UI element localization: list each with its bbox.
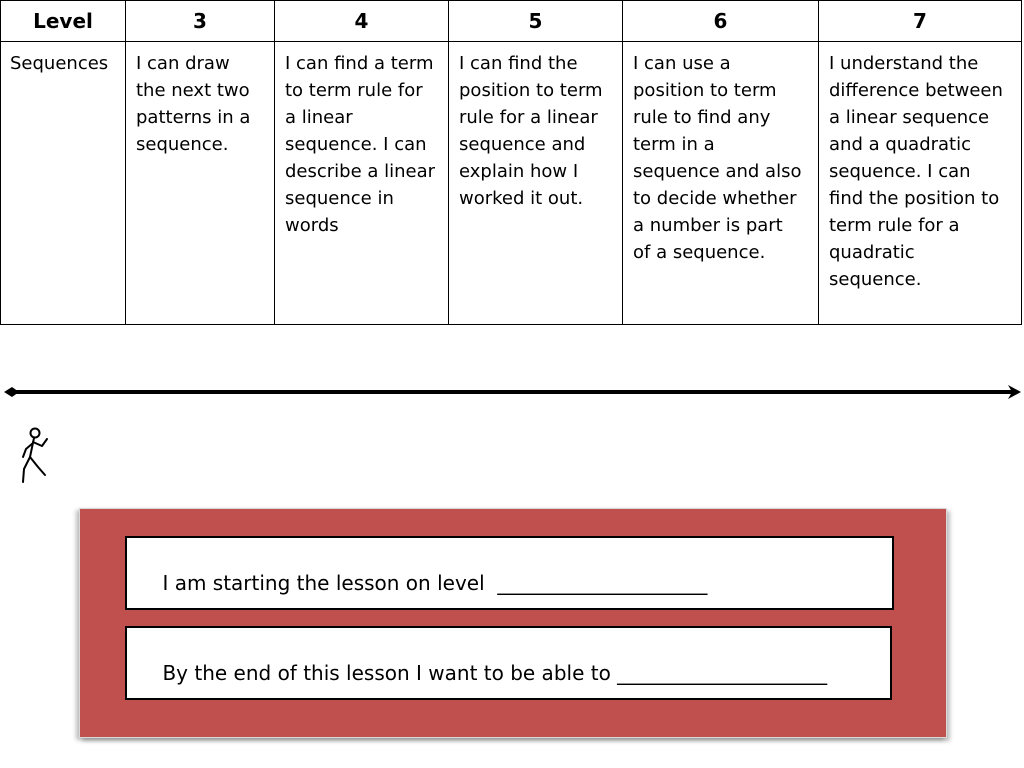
descriptor-level-7: I understand the difference between a linear sequence and a quadratic sequence. I can find the position to term rule for a quadratic sequence. xyxy=(819,42,1022,325)
lesson-goals-panel xyxy=(79,508,947,738)
starting-level-text: I am starting the lesson on level _____________________ xyxy=(162,571,708,595)
level-descriptor-table xyxy=(0,0,1022,325)
header-level-5: 5 xyxy=(449,1,623,42)
descriptor-level-4: I can find a term to term rule for a linear sequence. I can describe a linear sequence in words xyxy=(275,42,449,325)
header-level-7: 7 xyxy=(819,1,1022,42)
header-level-3: 3 xyxy=(126,1,275,42)
descriptor-level-6: I can use a position to term rule to find any term in a sequence and also to decide whether a number is part of a sequence. xyxy=(623,42,819,325)
starting-level-prompt[interactable] xyxy=(125,536,894,610)
descriptor-level-5: I can find the position to term rule for a linear sequence and explain how I worked it out. xyxy=(449,42,623,325)
header-level-6: 6 xyxy=(623,1,819,42)
lesson-target-prompt[interactable] xyxy=(125,626,892,700)
header-level-label: Level xyxy=(1,1,126,42)
table-row xyxy=(1,42,1022,325)
diamond-end-icon xyxy=(4,387,19,397)
lesson-target-text: By the end of this lesson I want to be able to _____________________ xyxy=(162,661,828,685)
topic-cell: Sequences xyxy=(1,42,126,325)
table-header-row xyxy=(1,1,1022,42)
header-level-4: 4 xyxy=(275,1,449,42)
descriptor-level-3: I can draw the next two patterns in a sequence. xyxy=(126,42,275,325)
running-stick-figure-icon xyxy=(18,427,52,485)
progress-arrow-line xyxy=(0,380,1024,404)
